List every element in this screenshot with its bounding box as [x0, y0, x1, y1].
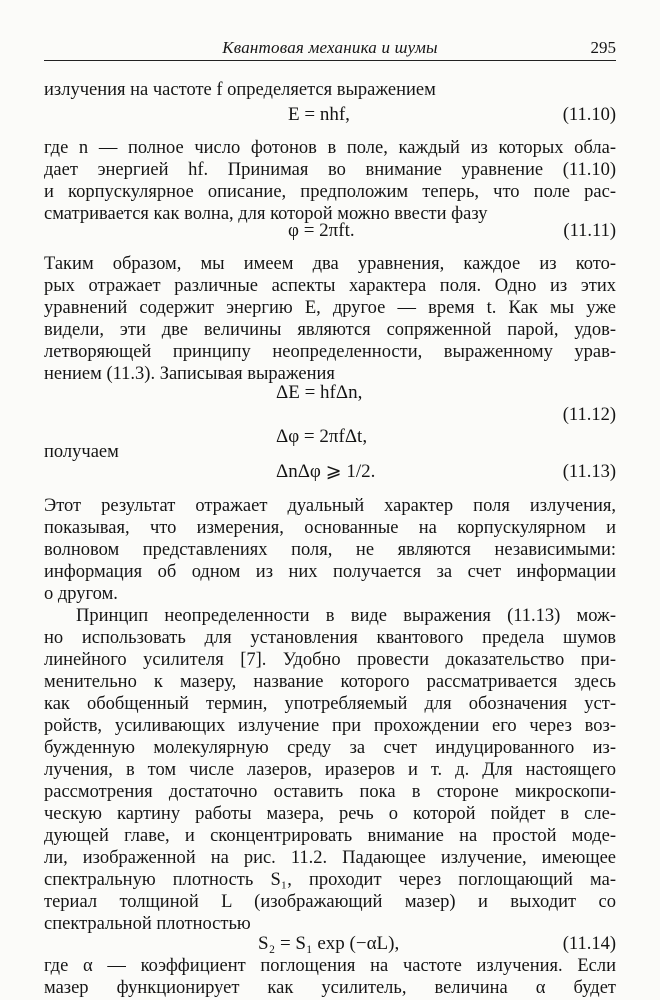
running-header-title: Квантовая механика и шумы	[222, 38, 438, 57]
page-number: 295	[590, 38, 616, 57]
intro-line: излучения на частоте f определяется выражением	[44, 80, 436, 100]
text-line: уравнений содержит энергию E, другое — время t. Как мы уже	[44, 298, 616, 318]
text-line: Таким образом, мы имеем два уравнения, каждое из кото-	[44, 254, 616, 274]
equation-label-11-11: (11.11)	[563, 221, 616, 241]
equation-label-11-10: (11.10)	[562, 105, 616, 125]
equation-11-12b: Δφ = 2πfΔt,	[276, 426, 368, 447]
text-line: информация об одном из них получается за счет информации	[44, 562, 616, 582]
text-line: сматривается как волна, для которой можно ввести фазу	[44, 204, 488, 224]
text-line: спектральную плотность S₁, проходит через поглощающий ма-	[44, 870, 616, 890]
text-line: рассмотрения достаточно оставить пока в стороне микроскопи-	[44, 782, 616, 802]
text-line: ли, изображенной на рис. 11.2. Падающее излучение, имеющее	[44, 848, 616, 868]
equation-11-10: E = nhf,	[288, 104, 350, 125]
text-line: где α — коэффициент поглощения на частоте излучения. Если	[44, 956, 616, 976]
text-line: летворяющей принципу неопределенности, выраженному урав-	[44, 342, 616, 362]
equation-label-11-14: (11.14)	[562, 934, 616, 954]
equation-label-11-12: (11.12)	[562, 405, 616, 425]
text-line: ройств, усиливающих излучение при прохождении его через воз-	[44, 716, 616, 736]
text-line: показывая, что измерения, основанные на корпускулярном и	[44, 518, 616, 538]
text-line: дает энергией hf. Принимая во внимание уравнение (11.10)	[44, 160, 616, 180]
equation-11-13: ΔnΔφ ⩾ 1/2.	[276, 461, 376, 482]
text-line: бужденную молекулярную среду за счет индуцированного из-	[44, 738, 616, 758]
text-line: менительно к мазеру, название которого рассматривается здесь	[44, 672, 616, 692]
text-line: териал толщиной L (изображающий мазер) и выходит со	[44, 892, 616, 912]
text-line: получаем	[44, 442, 119, 462]
text-line: волновом представлениях поля, не являются независимыми:	[44, 540, 616, 560]
text-line: как обобщенный термин, употребляемый для обозначения уст-	[44, 694, 616, 714]
text-line: Этот результат отражает дуальный характер поля излучения,	[44, 496, 616, 516]
text-line: видели, эти две величины являются сопряженной парой, удов-	[44, 320, 616, 340]
running-header	[44, 36, 616, 61]
text-line: и корпускулярное описание, предположим теперь, что поле рас-	[44, 182, 616, 202]
text-line: рых отражает различные аспекты характера поля. Одно из этих	[44, 276, 616, 296]
text-line: дующей главе, и сконцентрировать внимание на простой моде-	[44, 826, 616, 846]
equation-label-11-13: (11.13)	[562, 462, 616, 482]
text-line: о другом.	[44, 584, 118, 604]
text-line: спектральной плотностью	[44, 914, 251, 934]
text-line: мазер функционирует как усилитель, величина α будет	[44, 978, 616, 998]
text-line: Принцип неопределенности в виде выражения (11.13) мож-	[76, 606, 616, 626]
text-line: ческую картину работы мазера, речь о которой пойдет в сле-	[44, 804, 616, 824]
text-line: где n — полное число фотонов в поле, каждый из которых обла-	[44, 138, 616, 158]
equation-11-14: S₂ = S₁ exp (−αL),	[258, 933, 400, 954]
text-line: но использовать для установления квантового предела шумов	[44, 628, 616, 648]
equation-11-12a: ΔE = hfΔn,	[276, 382, 363, 403]
text-line: лучения, в том числе лазеров, иразеров и т. д. Для настоящего	[44, 760, 616, 780]
equation-11-11: φ = 2πft.	[288, 220, 355, 241]
text-line: линейного усилителя [7]. Удобно провести доказательство при-	[44, 650, 616, 670]
text-line: нением (11.3). Записывая выражения	[44, 364, 335, 384]
